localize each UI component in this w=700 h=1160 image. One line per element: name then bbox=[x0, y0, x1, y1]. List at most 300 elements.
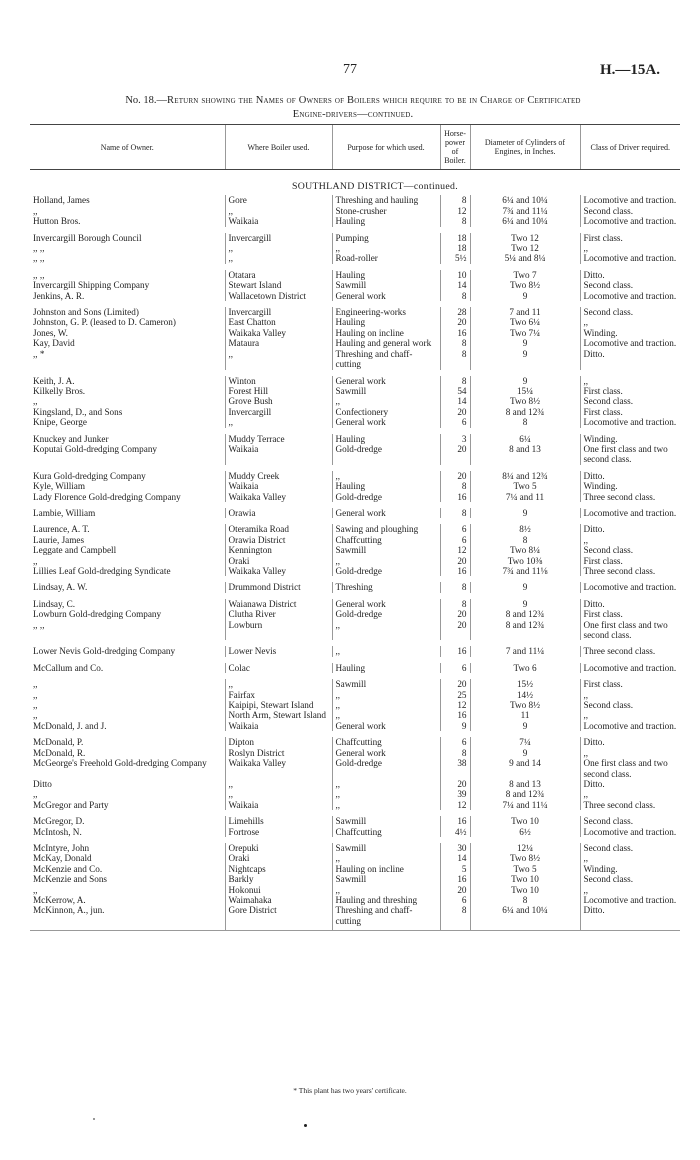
purpose-cell: Threshing and chaff-cutting bbox=[332, 905, 440, 930]
cylinders-cell: 14½ bbox=[470, 690, 580, 700]
location-cell: East Chatton bbox=[225, 317, 332, 327]
class-cell: Ditto. bbox=[580, 737, 680, 747]
cylinders-cell: 8 and 12¾ bbox=[470, 620, 580, 641]
hp-cell: 25 bbox=[440, 690, 470, 700]
location-cell: Orepuki bbox=[225, 843, 332, 853]
location-cell: Waikaia bbox=[225, 216, 332, 226]
cylinders-cell: 6¼ and 10¼ bbox=[470, 195, 580, 205]
table-row bbox=[30, 816, 680, 826]
owner-cell: Holland, James bbox=[33, 195, 90, 206]
cylinders-cell: 6¼ and 10¼ bbox=[470, 216, 580, 226]
location-cell: Waikaia bbox=[225, 481, 332, 491]
owner-cell: Laurie, James bbox=[33, 534, 85, 545]
purpose-cell: Hauling on incline bbox=[332, 864, 440, 874]
location-cell: ,, bbox=[225, 243, 332, 253]
purpose-cell: Chaffcutting bbox=[332, 737, 440, 747]
hp-cell: 3 bbox=[440, 434, 470, 444]
col-header-owner: Name of Owner. bbox=[30, 125, 225, 170]
purpose-cell: Hauling and threshing bbox=[332, 895, 440, 905]
location-cell: Mataura bbox=[225, 338, 332, 348]
purpose-cell: ,, bbox=[332, 885, 440, 895]
cylinders-cell: Two 10 bbox=[470, 885, 580, 895]
purpose-cell: Hauling bbox=[332, 481, 440, 491]
table-row bbox=[30, 885, 680, 895]
purpose-cell: Threshing and hauling bbox=[332, 195, 440, 205]
cylinders-cell: 8 bbox=[470, 417, 580, 427]
class-cell: Ditto. bbox=[580, 599, 680, 609]
class-cell: Second class. bbox=[580, 307, 680, 317]
hp-cell: 6 bbox=[440, 737, 470, 747]
location-cell: Kaipipi, Stewart Island bbox=[225, 700, 332, 710]
location-cell: Waimahaka bbox=[225, 895, 332, 905]
table-row bbox=[30, 556, 680, 566]
hp-cell: 16 bbox=[440, 710, 470, 720]
class-cell: ,, bbox=[580, 317, 680, 327]
hp-cell: 6 bbox=[440, 895, 470, 905]
hp-cell: 6 bbox=[440, 535, 470, 545]
class-cell: ,, bbox=[580, 376, 680, 386]
cylinders-cell: Two 8½ bbox=[470, 396, 580, 406]
hp-cell: 20 bbox=[440, 444, 470, 465]
owner-cell: Laurence, A. T. bbox=[33, 524, 90, 535]
cylinders-cell: Two 7 bbox=[470, 270, 580, 280]
cylinders-cell: 11 bbox=[470, 710, 580, 720]
owner-cell: Knipe, George bbox=[33, 417, 87, 428]
hp-cell: 28 bbox=[440, 307, 470, 317]
hp-cell: 10 bbox=[440, 270, 470, 280]
purpose-cell: ,, bbox=[332, 471, 440, 481]
table-row bbox=[30, 524, 680, 534]
table-row bbox=[30, 396, 680, 406]
location-cell: Kennington bbox=[225, 545, 332, 555]
owner-cell: McIntyre, John bbox=[33, 842, 90, 853]
table-row bbox=[30, 853, 680, 863]
location-cell: Hokonui bbox=[225, 885, 332, 895]
table-row bbox=[30, 779, 680, 789]
table-row bbox=[30, 663, 680, 673]
class-cell: Ditto. bbox=[580, 905, 680, 930]
location-cell: Waikaia bbox=[225, 721, 332, 731]
col-header-hp: Horse-power of Boiler. bbox=[440, 125, 470, 170]
location-cell: Lower Nevis bbox=[225, 646, 332, 656]
table-row bbox=[30, 864, 680, 874]
owner-cell: Ditto bbox=[33, 778, 52, 789]
hp-cell: 16 bbox=[440, 646, 470, 656]
owner-cell: McKenzie and Co. bbox=[33, 863, 103, 874]
class-cell: Locomotive and traction. bbox=[580, 417, 680, 427]
hp-cell: 8 bbox=[440, 349, 470, 370]
owner-cell: Invercargill Borough Council bbox=[33, 232, 142, 243]
class-cell: Winding. bbox=[580, 328, 680, 338]
table-row bbox=[30, 376, 680, 386]
owner-cell: ,, bbox=[33, 555, 38, 566]
cylinders-cell: 8 and 13 bbox=[470, 779, 580, 789]
cylinders-cell: 7¾ and 11¼ bbox=[470, 206, 580, 216]
location-cell: Invercargill bbox=[225, 233, 332, 243]
cylinders-cell: 6¼ and 10¼ bbox=[470, 905, 580, 930]
cylinders-cell: 8 and 12¾ bbox=[470, 609, 580, 619]
hp-cell: 12 bbox=[440, 206, 470, 216]
report-code: H.—15A. bbox=[600, 62, 660, 78]
col-header-class: Class of Driver required. bbox=[580, 125, 680, 170]
class-cell: Locomotive and traction. bbox=[580, 338, 680, 348]
location-cell: Waikaka Valley bbox=[225, 758, 332, 779]
purpose-cell: ,, bbox=[332, 710, 440, 720]
location-cell: Orawia bbox=[225, 508, 332, 518]
owner-cell: McKerrow, A. bbox=[33, 894, 86, 905]
purpose-cell: ,, bbox=[332, 620, 440, 641]
owner-cell: Koputai Gold-dredging Company bbox=[33, 443, 158, 454]
col-header-cylinders: Diameter of Cylinders of Engines, in Inches. bbox=[470, 125, 580, 170]
owner-cell: Lambie, William bbox=[33, 507, 96, 518]
section-row bbox=[30, 170, 680, 196]
location-cell: Oraki bbox=[225, 853, 332, 863]
hp-cell: 38 bbox=[440, 758, 470, 779]
class-cell: One first class and two second class. bbox=[580, 620, 680, 641]
cylinders-cell: Two 7¼ bbox=[470, 328, 580, 338]
table-header-row bbox=[30, 125, 680, 170]
purpose-cell: Hauling bbox=[332, 434, 440, 444]
class-cell: ,, bbox=[580, 789, 680, 799]
class-cell: Locomotive and traction. bbox=[580, 827, 680, 837]
cylinders-cell: 6½ bbox=[470, 827, 580, 837]
owner-cell: Jenkins, A. R. bbox=[33, 290, 85, 301]
table-row bbox=[30, 216, 680, 226]
cylinders-cell: Two 5 bbox=[470, 864, 580, 874]
hp-cell: 12 bbox=[440, 700, 470, 710]
class-cell: Ditto. bbox=[580, 471, 680, 481]
hp-cell: 12 bbox=[440, 545, 470, 555]
table-row bbox=[30, 599, 680, 609]
owner-cell: ,, ,, bbox=[33, 253, 45, 264]
purpose-cell: Sawmill bbox=[332, 280, 440, 290]
purpose-cell: ,, bbox=[332, 690, 440, 700]
class-cell: Locomotive and traction. bbox=[580, 291, 680, 301]
table-row bbox=[30, 253, 680, 263]
class-cell: Locomotive and traction. bbox=[580, 582, 680, 592]
location-cell: Invercargill bbox=[225, 407, 332, 417]
cylinders-cell: 9 and 14 bbox=[470, 758, 580, 779]
cylinders-cell: Two 6¼ bbox=[470, 317, 580, 327]
owner-cell: McDonald, P. bbox=[33, 737, 84, 748]
purpose-cell: General work bbox=[332, 748, 440, 758]
hp-cell: 14 bbox=[440, 280, 470, 290]
cylinders-cell: 7¼ and 11¼ bbox=[470, 800, 580, 810]
owner-cell: ,, bbox=[33, 789, 38, 800]
table-row bbox=[30, 800, 680, 810]
location-cell: Gore District bbox=[225, 905, 332, 930]
cylinders-cell: 8 bbox=[470, 895, 580, 905]
purpose-cell: Hauling and general work bbox=[332, 338, 440, 348]
owner-cell: ,, bbox=[33, 205, 38, 216]
hp-cell: 20 bbox=[440, 556, 470, 566]
purpose-cell: General work bbox=[332, 291, 440, 301]
class-cell: Second class. bbox=[580, 843, 680, 853]
class-cell: Second class. bbox=[580, 545, 680, 555]
table-row bbox=[30, 737, 680, 747]
table-row bbox=[30, 307, 680, 317]
cylinders-cell: 8 and 12¾ bbox=[470, 407, 580, 417]
purpose-cell: Gold-dredge bbox=[332, 758, 440, 779]
hp-cell: 8 bbox=[440, 291, 470, 301]
table-row bbox=[30, 566, 680, 576]
hp-cell: 5 bbox=[440, 864, 470, 874]
class-cell: Three second class. bbox=[580, 566, 680, 576]
class-cell: Ditto. bbox=[580, 524, 680, 534]
location-cell: Gore bbox=[225, 195, 332, 205]
cylinders-cell: Two 5 bbox=[470, 481, 580, 491]
table-row bbox=[30, 508, 680, 518]
table-row bbox=[30, 291, 680, 301]
cylinders-cell: 9 bbox=[470, 349, 580, 370]
class-cell: First class. bbox=[580, 679, 680, 689]
purpose-cell: ,, bbox=[332, 646, 440, 656]
purpose-cell: Gold-dredge bbox=[332, 566, 440, 576]
owner-cell: Kay, David bbox=[33, 338, 75, 349]
cylinders-cell: 6¼ bbox=[470, 434, 580, 444]
purpose-cell: Hauling bbox=[332, 663, 440, 673]
table-row bbox=[30, 233, 680, 243]
owner-cell: Kyle, William bbox=[33, 481, 86, 492]
table-row bbox=[30, 620, 680, 641]
hp-cell: 6 bbox=[440, 663, 470, 673]
cylinders-cell: Two 8½ bbox=[470, 280, 580, 290]
owner-cell: McGeorge's Freehold Gold-dredging Company bbox=[33, 758, 207, 769]
hp-cell: 8 bbox=[440, 216, 470, 226]
class-cell: Second class. bbox=[580, 206, 680, 216]
hp-cell: 16 bbox=[440, 492, 470, 502]
location-cell: Forest Hill bbox=[225, 386, 332, 396]
table-row bbox=[30, 748, 680, 758]
hp-cell: 30 bbox=[440, 843, 470, 853]
owner-cell: Johnston, G. P. (leased to D. Cameron) bbox=[33, 317, 176, 328]
table-row bbox=[30, 243, 680, 253]
location-cell: Muddy Creek bbox=[225, 471, 332, 481]
class-cell: Second class. bbox=[580, 396, 680, 406]
owner-cell: ,, ,, bbox=[33, 243, 45, 254]
class-cell: ,, bbox=[580, 853, 680, 863]
hp-cell: 18 bbox=[440, 233, 470, 243]
cylinders-cell: 9 bbox=[470, 376, 580, 386]
hp-cell: 20 bbox=[440, 885, 470, 895]
hp-cell: 16 bbox=[440, 874, 470, 884]
hp-cell: 8 bbox=[440, 338, 470, 348]
owner-cell: ,, ,, bbox=[33, 269, 45, 280]
page-number: 77 bbox=[343, 62, 357, 77]
cylinders-cell: 9 bbox=[470, 508, 580, 518]
class-cell: ,, bbox=[580, 243, 680, 253]
location-cell: Oraki bbox=[225, 556, 332, 566]
table-row bbox=[30, 338, 680, 348]
purpose-cell: ,, bbox=[332, 556, 440, 566]
class-cell: One first class and two second class. bbox=[580, 444, 680, 465]
cylinders-cell: 5¼ and 8¼ bbox=[470, 253, 580, 263]
purpose-cell: ,, bbox=[332, 779, 440, 789]
cylinders-cell: Two 12 bbox=[470, 243, 580, 253]
class-cell: Second class. bbox=[580, 700, 680, 710]
table-row bbox=[30, 434, 680, 444]
owner-cell: McDonald, J. and J. bbox=[33, 720, 107, 731]
purpose-cell: Chaffcutting bbox=[332, 535, 440, 545]
speck-mark bbox=[304, 1124, 307, 1127]
location-cell: Waikaia bbox=[225, 444, 332, 465]
cylinders-cell: Two 8½ bbox=[470, 700, 580, 710]
table-row bbox=[30, 270, 680, 280]
class-cell: Ditto. bbox=[580, 349, 680, 370]
cylinders-cell: 9 bbox=[470, 721, 580, 731]
hp-cell: 8 bbox=[440, 376, 470, 386]
boiler-owners-table bbox=[30, 124, 680, 931]
table-row bbox=[30, 874, 680, 884]
purpose-cell: ,, bbox=[332, 853, 440, 863]
owner-cell: McKinnon, A., jun. bbox=[30, 905, 225, 930]
cylinders-cell: Two 10⅜ bbox=[470, 556, 580, 566]
owner-cell: Kilkelly Bros. bbox=[33, 385, 86, 396]
class-cell: One first class and two second class. bbox=[580, 758, 680, 779]
owner-cell: Johnston and Sons (Limited) bbox=[33, 307, 139, 318]
location-cell: ,, bbox=[225, 417, 332, 427]
purpose-cell: Sawmill bbox=[332, 874, 440, 884]
cylinders-cell: 7¾ and 11⅛ bbox=[470, 566, 580, 576]
hp-cell: 20 bbox=[440, 779, 470, 789]
class-cell: Three second class. bbox=[580, 492, 680, 502]
cylinders-cell: 8¼ and 12¾ bbox=[470, 471, 580, 481]
owner-cell: ,, * bbox=[33, 348, 45, 359]
hp-cell: 8 bbox=[440, 599, 470, 609]
location-cell: ,, bbox=[225, 789, 332, 799]
table-row bbox=[30, 710, 680, 720]
class-cell: Three second class. bbox=[580, 646, 680, 656]
location-cell: Nightcaps bbox=[225, 864, 332, 874]
owner-cell: Kura Gold-dredging Company bbox=[33, 470, 146, 481]
hp-cell: 12 bbox=[440, 800, 470, 810]
location-cell: Fortrose bbox=[225, 827, 332, 837]
location-cell: Colac bbox=[225, 663, 332, 673]
table-row bbox=[30, 690, 680, 700]
location-cell: ,, bbox=[225, 349, 332, 370]
owner-cell: Knuckey and Junker bbox=[33, 433, 109, 444]
table-row bbox=[30, 895, 680, 905]
table-row bbox=[30, 679, 680, 689]
location-cell: Otatara bbox=[225, 270, 332, 280]
purpose-cell: Confectionery bbox=[332, 407, 440, 417]
cylinders-cell: 7¼ bbox=[470, 737, 580, 747]
class-cell: ,, bbox=[580, 885, 680, 895]
hp-cell: 8 bbox=[440, 905, 470, 930]
hp-cell: 16 bbox=[440, 328, 470, 338]
table-row bbox=[30, 535, 680, 545]
cylinders-cell: 9 bbox=[470, 748, 580, 758]
table-row bbox=[30, 195, 680, 205]
cylinders-cell: Two 10 bbox=[470, 874, 580, 884]
location-cell: Stewart Island bbox=[225, 280, 332, 290]
class-cell: ,, bbox=[580, 710, 680, 720]
owner-cell: McDonald, R. bbox=[33, 747, 86, 758]
class-cell: First class. bbox=[580, 556, 680, 566]
class-cell: Second class. bbox=[580, 874, 680, 884]
hp-cell: 5½ bbox=[440, 253, 470, 263]
cylinders-cell: 9 bbox=[470, 599, 580, 609]
table-row bbox=[30, 492, 680, 502]
cylinders-cell: 8 bbox=[470, 535, 580, 545]
class-cell: Locomotive and traction. bbox=[580, 721, 680, 731]
location-cell: Orawia District bbox=[225, 535, 332, 545]
class-cell: First class. bbox=[580, 609, 680, 619]
table-row bbox=[30, 905, 680, 930]
cylinders-cell: 9 bbox=[470, 582, 580, 592]
class-cell: First class. bbox=[580, 407, 680, 417]
purpose-cell: ,, bbox=[332, 396, 440, 406]
location-cell: ,, bbox=[225, 779, 332, 789]
class-cell: Ditto. bbox=[580, 270, 680, 280]
hp-cell: 8 bbox=[440, 481, 470, 491]
purpose-cell: Sawmill bbox=[332, 545, 440, 555]
table-row bbox=[30, 545, 680, 555]
location-cell: Oteramika Road bbox=[225, 524, 332, 534]
purpose-cell: Sawmill bbox=[332, 843, 440, 853]
table-row bbox=[30, 328, 680, 338]
owner-cell: Jones, W. bbox=[33, 327, 68, 338]
hp-cell: 4½ bbox=[440, 827, 470, 837]
owner-cell: McGregor, D. bbox=[33, 816, 85, 827]
cylinders-cell: 8 and 13 bbox=[470, 444, 580, 465]
table-row bbox=[30, 700, 680, 710]
caption-line2: Engine-drivers—continued. bbox=[292, 109, 414, 120]
location-cell: Waikaka Valley bbox=[225, 566, 332, 576]
purpose-cell: General work bbox=[332, 599, 440, 609]
class-cell: Locomotive and traction. bbox=[580, 253, 680, 263]
class-cell: Locomotive and traction. bbox=[580, 895, 680, 905]
location-cell: Muddy Terrace bbox=[225, 434, 332, 444]
hp-cell: 20 bbox=[440, 679, 470, 689]
class-cell: Second class. bbox=[580, 280, 680, 290]
cylinders-cell: 9 bbox=[470, 291, 580, 301]
table-row bbox=[30, 758, 680, 779]
purpose-cell: General work bbox=[332, 721, 440, 731]
owner-cell: Lower Nevis Gold-dredging Company bbox=[33, 646, 176, 657]
location-cell: ,, bbox=[225, 206, 332, 216]
purpose-cell: ,, bbox=[332, 800, 440, 810]
hp-cell: 20 bbox=[440, 407, 470, 417]
cylinders-cell: 7 and 11¼ bbox=[470, 646, 580, 656]
table-caption bbox=[38, 94, 668, 122]
table-row bbox=[30, 481, 680, 491]
owner-cell: Keith, J. A. bbox=[33, 375, 75, 386]
purpose-cell: Sawmill bbox=[332, 386, 440, 396]
location-cell: ,, bbox=[225, 253, 332, 263]
location-cell: Drummond District bbox=[225, 582, 332, 592]
hp-cell: 14 bbox=[440, 853, 470, 863]
location-cell: Clutha River bbox=[225, 609, 332, 619]
purpose-cell: Sawing and ploughing bbox=[332, 524, 440, 534]
purpose-cell: Sawmill bbox=[332, 679, 440, 689]
class-cell: Winding. bbox=[580, 481, 680, 491]
class-cell: Locomotive and traction. bbox=[580, 195, 680, 205]
table-row bbox=[30, 349, 680, 370]
purpose-cell: ,, bbox=[332, 243, 440, 253]
hp-cell: 8 bbox=[440, 195, 470, 205]
class-cell: Three second class. bbox=[580, 800, 680, 810]
table-row bbox=[30, 721, 680, 731]
hp-cell: 20 bbox=[440, 317, 470, 327]
hp-cell: 14 bbox=[440, 396, 470, 406]
purpose-cell: Threshing bbox=[332, 582, 440, 592]
cylinders-cell: 12¼ bbox=[470, 843, 580, 853]
cylinders-cell: 8½ bbox=[470, 524, 580, 534]
class-cell: Locomotive and traction. bbox=[580, 216, 680, 226]
caption-prefix: No. 18.— bbox=[125, 95, 168, 106]
owner-cell: Lindsay, C. bbox=[33, 598, 76, 609]
